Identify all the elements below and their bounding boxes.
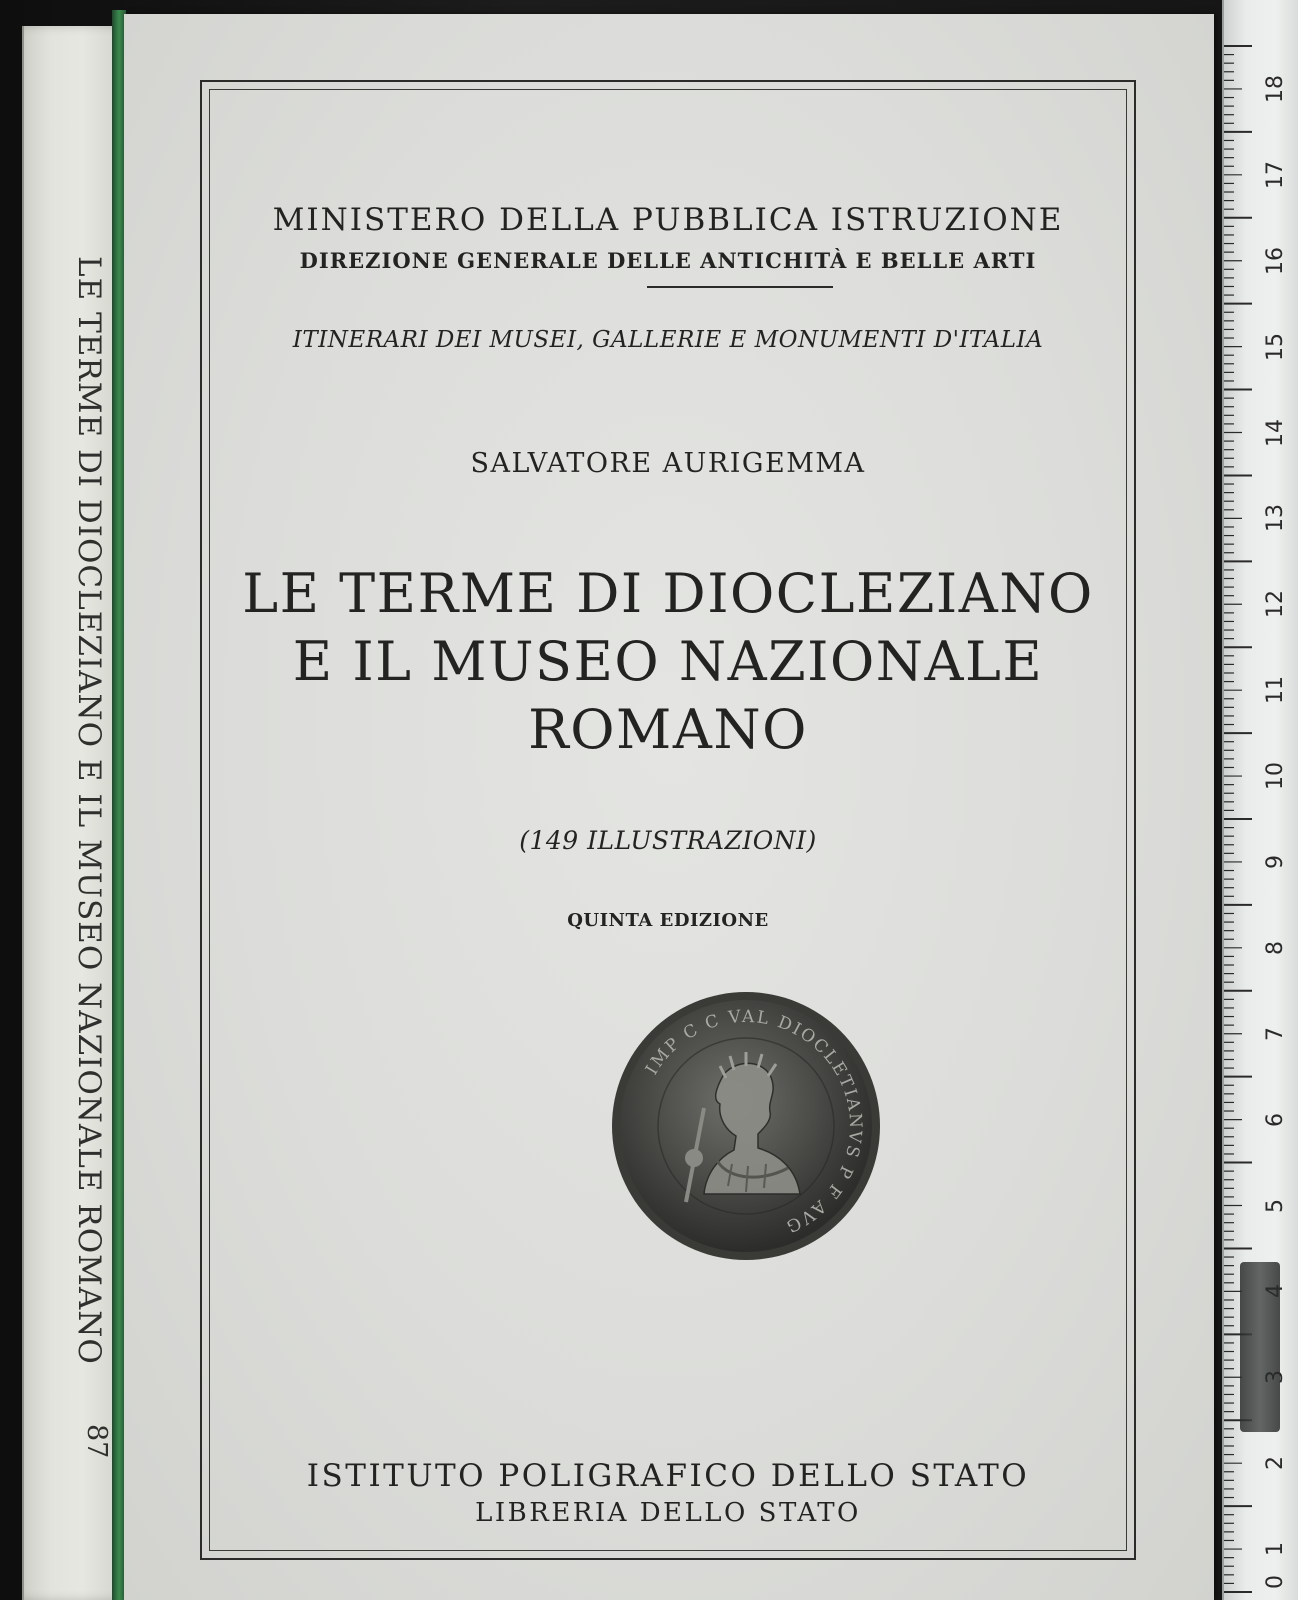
ruler-label: 12 <box>1263 590 1288 619</box>
ministry-heading: MINISTERO DELLA PUBBLICA ISTRUZIONE <box>272 202 1064 238</box>
ruler-label: 9 <box>1263 854 1288 869</box>
cover-inner-frame <box>209 89 1127 1551</box>
series-title: ITINERARI DEI MUSEI, GALLERIE E MONUMENTI D'ITALIA <box>292 327 1044 353</box>
ruler-label: 14 <box>1263 418 1288 447</box>
ruler-label: 6 <box>1263 1112 1288 1127</box>
ruler-label: 0 <box>1263 1575 1288 1589</box>
spine-title: LE TERME DI DIOCLEZIANO E IL MUSEO NAZIONALE ROMANO <box>71 256 107 1365</box>
ruler-label: 16 <box>1263 246 1288 275</box>
cover-border-frame <box>200 80 1136 1560</box>
author-name: SALVATORE AURIGEMMA <box>470 448 866 479</box>
ruler-label: 2 <box>1263 1456 1288 1471</box>
book-title <box>202 560 1134 764</box>
coin-legend-text: IMP C C VAL DIOCLETIANVS P F AVG <box>641 1006 866 1237</box>
diocletian-coin-image <box>608 988 884 1264</box>
spine-volume-number: 87 <box>81 1424 112 1459</box>
ruler-label: 13 <box>1263 504 1288 533</box>
ruler-label: 4 <box>1263 1284 1288 1299</box>
ruler-label: 8 <box>1263 940 1288 955</box>
direction-subheading: DIREZIONE GENERALE DELLE ANTICHITÀ E BELLE ARTI <box>299 248 1037 273</box>
edition-label: QUINTA EDIZIONE <box>567 910 769 931</box>
ruler-label: 1 <box>1263 1542 1288 1557</box>
ruler-label: 18 <box>1263 74 1288 103</box>
book-title-line-1: LE TERME DI DIOCLEZIANO <box>242 562 1094 625</box>
publisher-name: ISTITUTO POLIGRAFICO DELLO STATO <box>306 1458 1030 1494</box>
ruler-label: 10 <box>1263 762 1288 791</box>
illustrations-count: (149 ILLUSTRAZIONI) <box>519 826 817 855</box>
ruler-label: 15 <box>1263 332 1288 361</box>
ruler-label: 7 <box>1263 1026 1288 1041</box>
front-cover <box>124 14 1214 1600</box>
publisher-subname: LIBRERIA DELLO STATO <box>475 1498 861 1528</box>
divider-rule <box>647 286 833 288</box>
ruler-label: 5 <box>1263 1198 1288 1213</box>
book-title-line-2: E IL MUSEO NAZIONALE <box>292 630 1044 693</box>
book-title-line-3: ROMANO <box>528 698 808 761</box>
ruler-label: 11 <box>1263 676 1288 705</box>
ruler-label: 17 <box>1263 160 1288 189</box>
ruler-label: 3 <box>1263 1370 1288 1385</box>
